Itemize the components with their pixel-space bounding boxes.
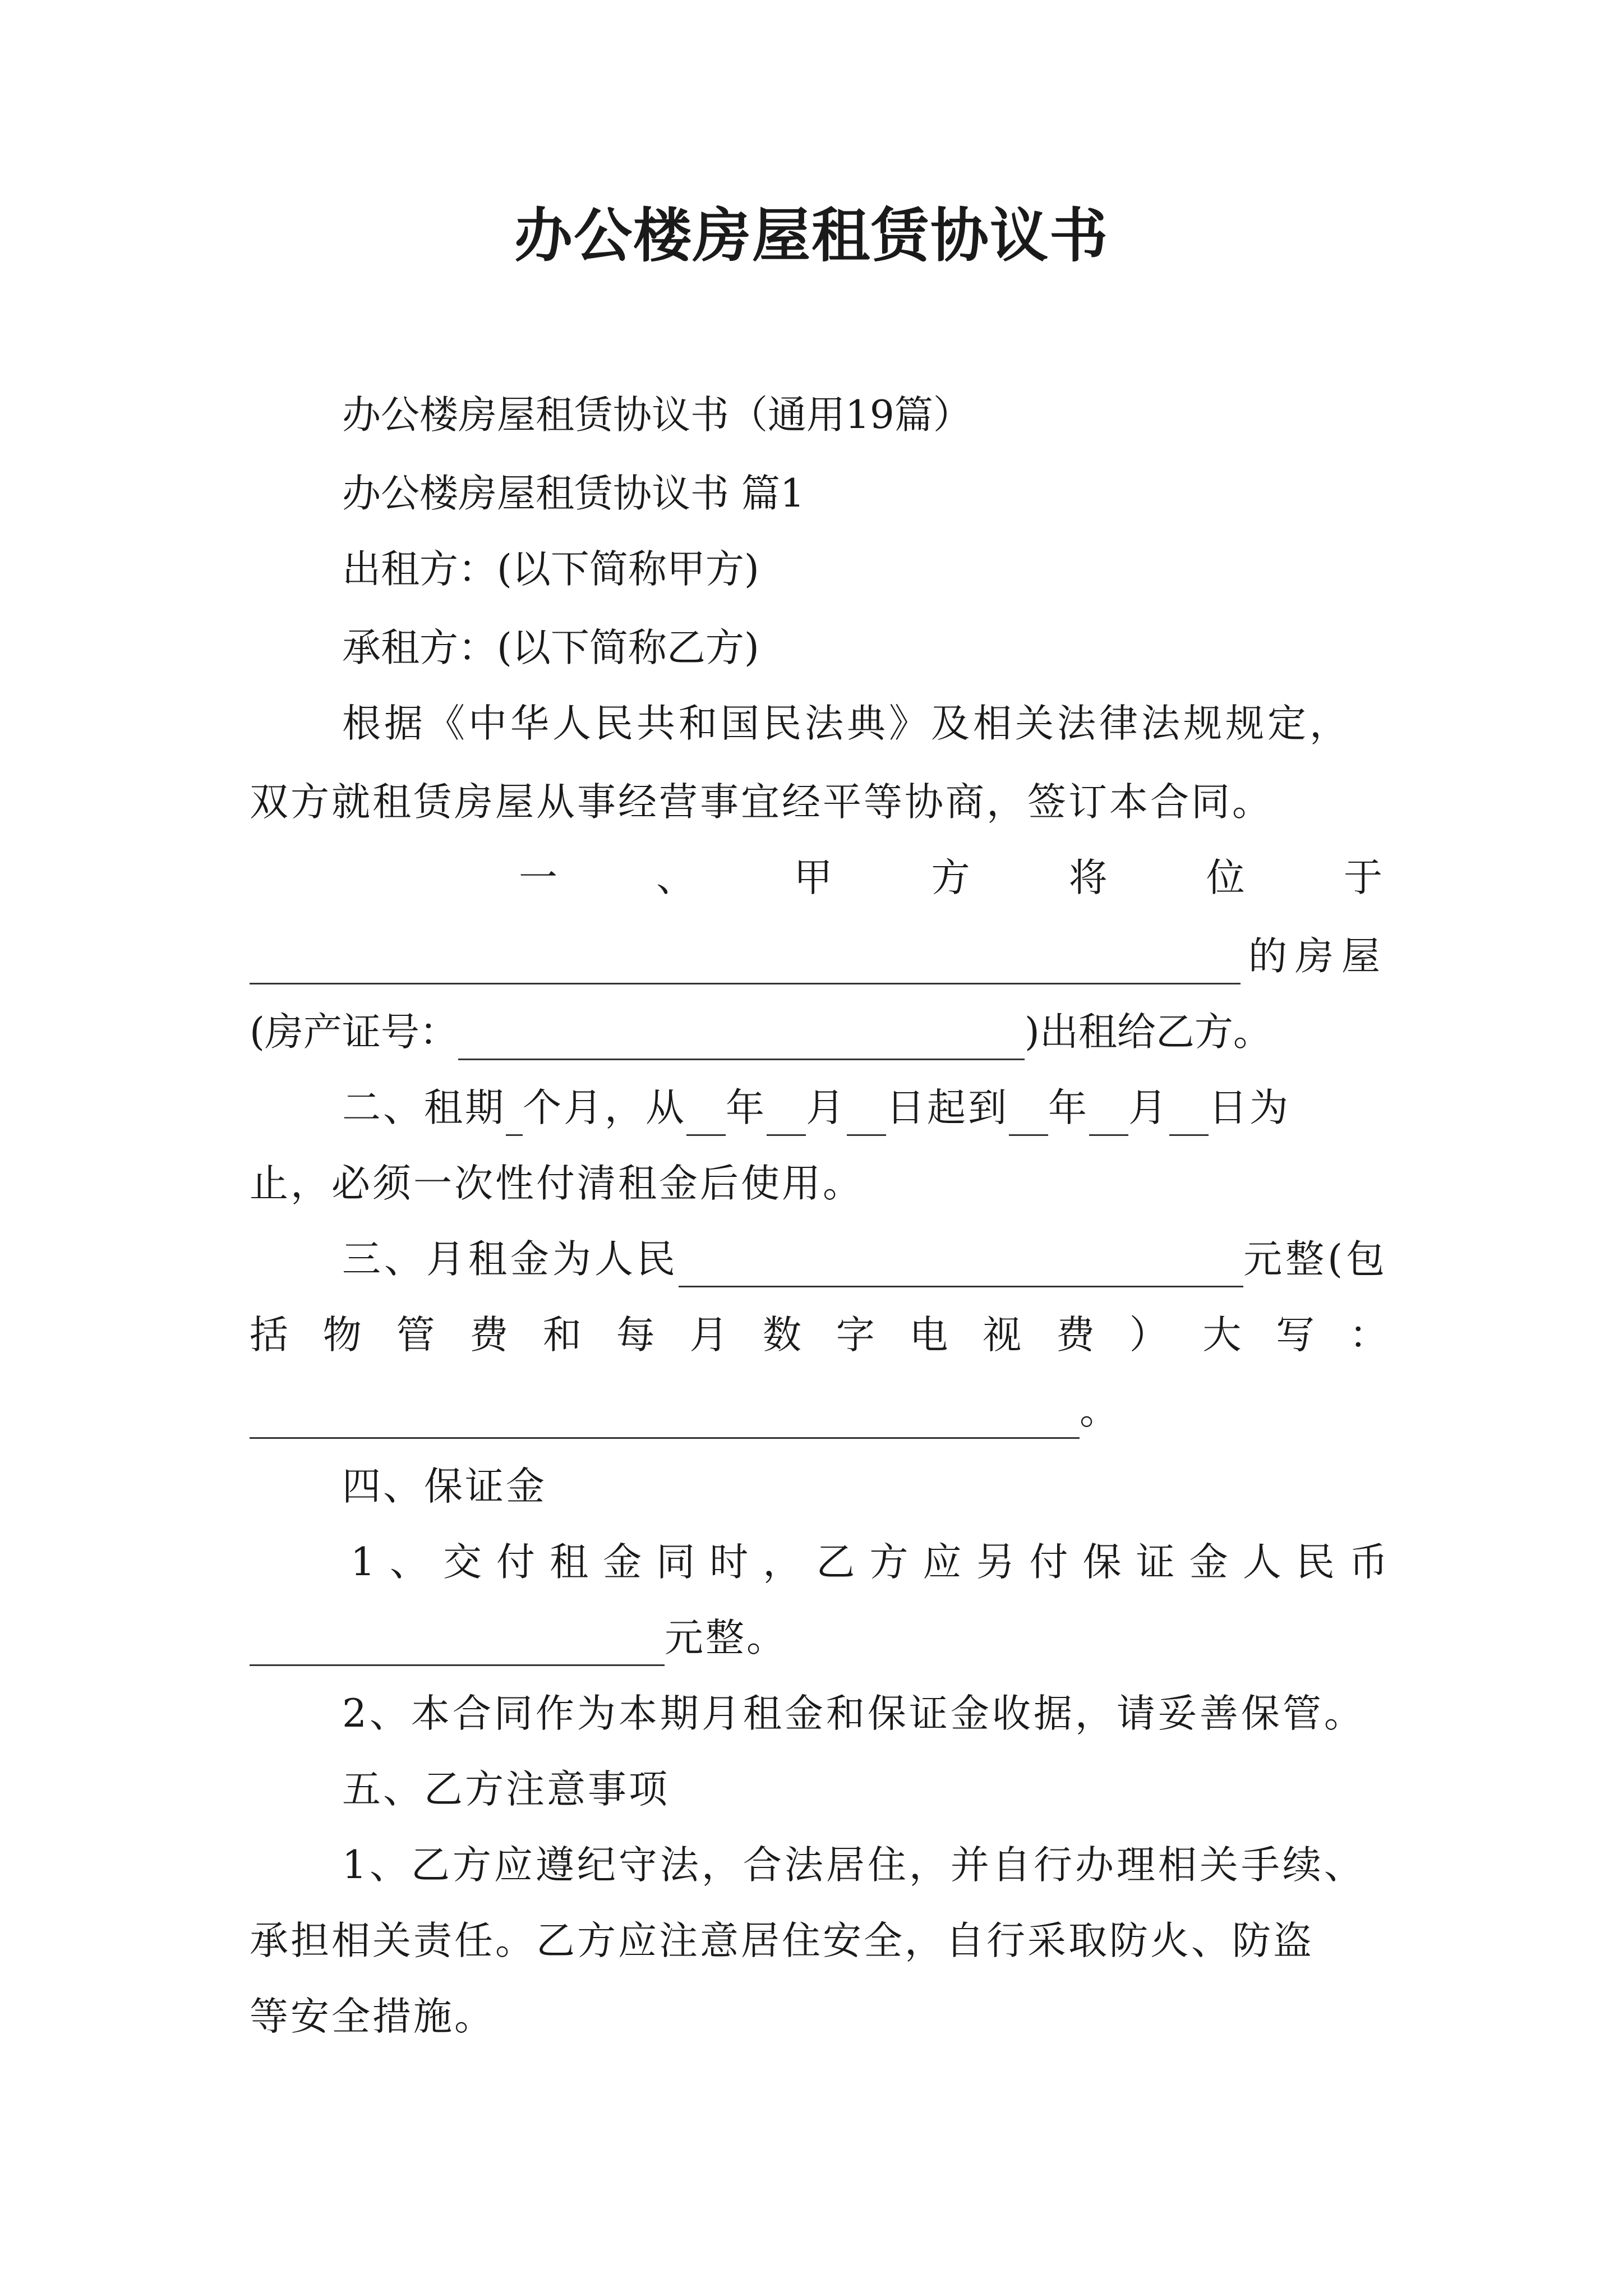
clause-2-line-1 <box>342 1080 1388 1136</box>
clause-4-1-char: 租 <box>550 1540 589 1585</box>
rent-uppercase-blank[interactable] <box>250 1398 1080 1439</box>
clause-3-spaced-line <box>250 1307 1388 1363</box>
clause-4-1-char: 同 <box>656 1540 695 1585</box>
clause-1-char: 位 <box>1206 855 1245 900</box>
clause-4-1-char: 保 <box>1082 1540 1122 1585</box>
clause-4-1-char: 交 <box>443 1540 482 1585</box>
clause-3-char: 和 <box>542 1313 582 1358</box>
clause-1-house-line <box>250 928 1388 984</box>
clause-1-char: 方 <box>931 855 970 900</box>
clause-1-cert-line <box>250 1004 1388 1060</box>
clause-3-line-1 <box>342 1231 1388 1287</box>
section-heading: 办公楼房屋租赁协议书 篇1 <box>342 471 805 516</box>
start-day-blank[interactable] <box>847 1095 886 1136</box>
clause-1-char: 于 <box>1343 855 1382 900</box>
document-title: 办公楼房屋租赁协议书 <box>514 201 1109 270</box>
end-day-blank[interactable] <box>1169 1095 1209 1136</box>
year-label: 年 <box>726 1085 767 1130</box>
clause-4-1-char: 应 <box>923 1540 962 1585</box>
clause-4-1-char: 另 <box>976 1540 1015 1585</box>
clause-2-from-label: 个月，从 <box>523 1085 686 1130</box>
end-month-blank[interactable] <box>1089 1095 1128 1136</box>
clause-3-char: 大 <box>1202 1313 1242 1358</box>
deposit-suffix: 元整。 <box>665 1616 787 1660</box>
clause-4-1-char: 证 <box>1136 1540 1175 1585</box>
clause-1-spaced-line <box>519 850 1382 906</box>
deposit-amount-blank[interactable] <box>250 1625 665 1666</box>
end-year-blank[interactable] <box>1009 1095 1048 1136</box>
clause-2-term-label: 二、租期 <box>342 1085 506 1130</box>
clause-3-char: 字 <box>836 1313 875 1358</box>
clause-3-char: 数 <box>763 1313 802 1358</box>
clause-3-char: ： <box>1349 1313 1388 1358</box>
month-label: 月 <box>806 1085 847 1130</box>
clause-3-char: 费 <box>1055 1313 1095 1358</box>
clause-3-end: 。 <box>1080 1388 1118 1433</box>
year-label: 年 <box>1048 1085 1089 1130</box>
clause-4-1-char: 付 <box>1029 1540 1068 1585</box>
lessor-line: 出租方：(以下简称甲方) <box>342 547 759 592</box>
clause-2-line-2: 止，必须一次性付清租金后使用。 <box>250 1161 864 1206</box>
start-month-blank[interactable] <box>767 1095 806 1136</box>
clause-3-char: 括 <box>250 1313 288 1358</box>
clause-4-1-line-2 <box>250 1610 1388 1666</box>
clause-3-char: 月 <box>689 1313 728 1358</box>
clause-3-line-3 <box>250 1383 1388 1439</box>
subtitle: 办公楼房屋租赁协议书（通用19篇） <box>342 393 972 438</box>
cert-suffix: )出租给乙方。 <box>1024 1010 1272 1055</box>
clause-1-char: 甲 <box>794 855 833 900</box>
lessee-line: 承租方：(以下简称乙方) <box>342 625 759 670</box>
clause-4-2: 2、本合同作为本期月租金和保证金收据，请妥善保管。 <box>342 1691 1366 1736</box>
clause-4-1-char: 1 <box>351 1540 375 1585</box>
cert-prefix: (房产证号： <box>250 1010 458 1055</box>
clause-5-heading: 五、乙方注意事项 <box>342 1767 670 1812</box>
clause-1-char: 将 <box>1068 855 1108 900</box>
clause-4-1-char: 币 <box>1349 1540 1388 1585</box>
clause-4-1-char: 乙 <box>816 1540 855 1585</box>
clause-5-1-line-3: 等安全措施。 <box>250 1994 495 2039</box>
clause-3-suffix: 元整(包 <box>1243 1237 1388 1282</box>
clause-3-prefix: 三、月租金为人民 <box>342 1237 679 1282</box>
month-label: 月 <box>1128 1085 1169 1130</box>
clause-4-1-spaced-line <box>351 1534 1388 1590</box>
clause-3-char: 管 <box>396 1313 435 1358</box>
rent-amount-blank[interactable] <box>679 1246 1243 1287</box>
clause-3-char: 费 <box>469 1313 509 1358</box>
clause-4-1-char: 方 <box>869 1540 909 1585</box>
clause-4-1-char: 、 <box>389 1540 428 1585</box>
address-blank[interactable] <box>250 944 1241 984</box>
clause-4-1-char: 民 <box>1295 1540 1335 1585</box>
clause-3-char: 视 <box>983 1313 1022 1358</box>
clause-4-1-char: 时 <box>709 1540 749 1585</box>
cert-number-blank[interactable] <box>458 1019 1025 1060</box>
clause-4-1-char: 金 <box>603 1540 642 1585</box>
clause-3-char: 电 <box>909 1313 948 1358</box>
months-blank[interactable] <box>506 1095 523 1136</box>
intro-line-1: 根据《中华人民共和国民法典》及相关法律法规规定， <box>342 701 1352 746</box>
clause-4-1-char: 人 <box>1242 1540 1281 1585</box>
day-to-label: 日为 <box>1209 1085 1290 1130</box>
clause-3-char: 物 <box>322 1313 362 1358</box>
clause-3-char: 写 <box>1276 1313 1315 1358</box>
clause-4-1-char: 金 <box>1189 1540 1228 1585</box>
clause-5-1-line-1: 1、乙方应遵纪守法，合法居住，并自行办理相关手续、 <box>342 1843 1366 1888</box>
clause-1-char: 一 <box>519 855 557 900</box>
clause-3-char: 每 <box>616 1313 655 1358</box>
day-from-label: 日起到 <box>886 1085 1009 1130</box>
start-year-blank[interactable] <box>686 1095 726 1136</box>
intro-line-2: 双方就租赁房屋从事经营事宜经平等协商，签订本合同。 <box>250 780 1273 825</box>
clause-4-1-char: ， <box>763 1540 802 1585</box>
clause-4-heading: 四、保证金 <box>342 1464 547 1509</box>
clause-1-char: 、 <box>656 855 695 900</box>
clause-3-char: ） <box>1129 1313 1168 1358</box>
clause-4-1-char: 付 <box>496 1540 536 1585</box>
clause-5-1-line-2: 承担相关责任。乙方应注意居住安全，自行采取防火、防盗 <box>250 1918 1314 1963</box>
house-label: 的房屋 <box>1248 934 1388 979</box>
